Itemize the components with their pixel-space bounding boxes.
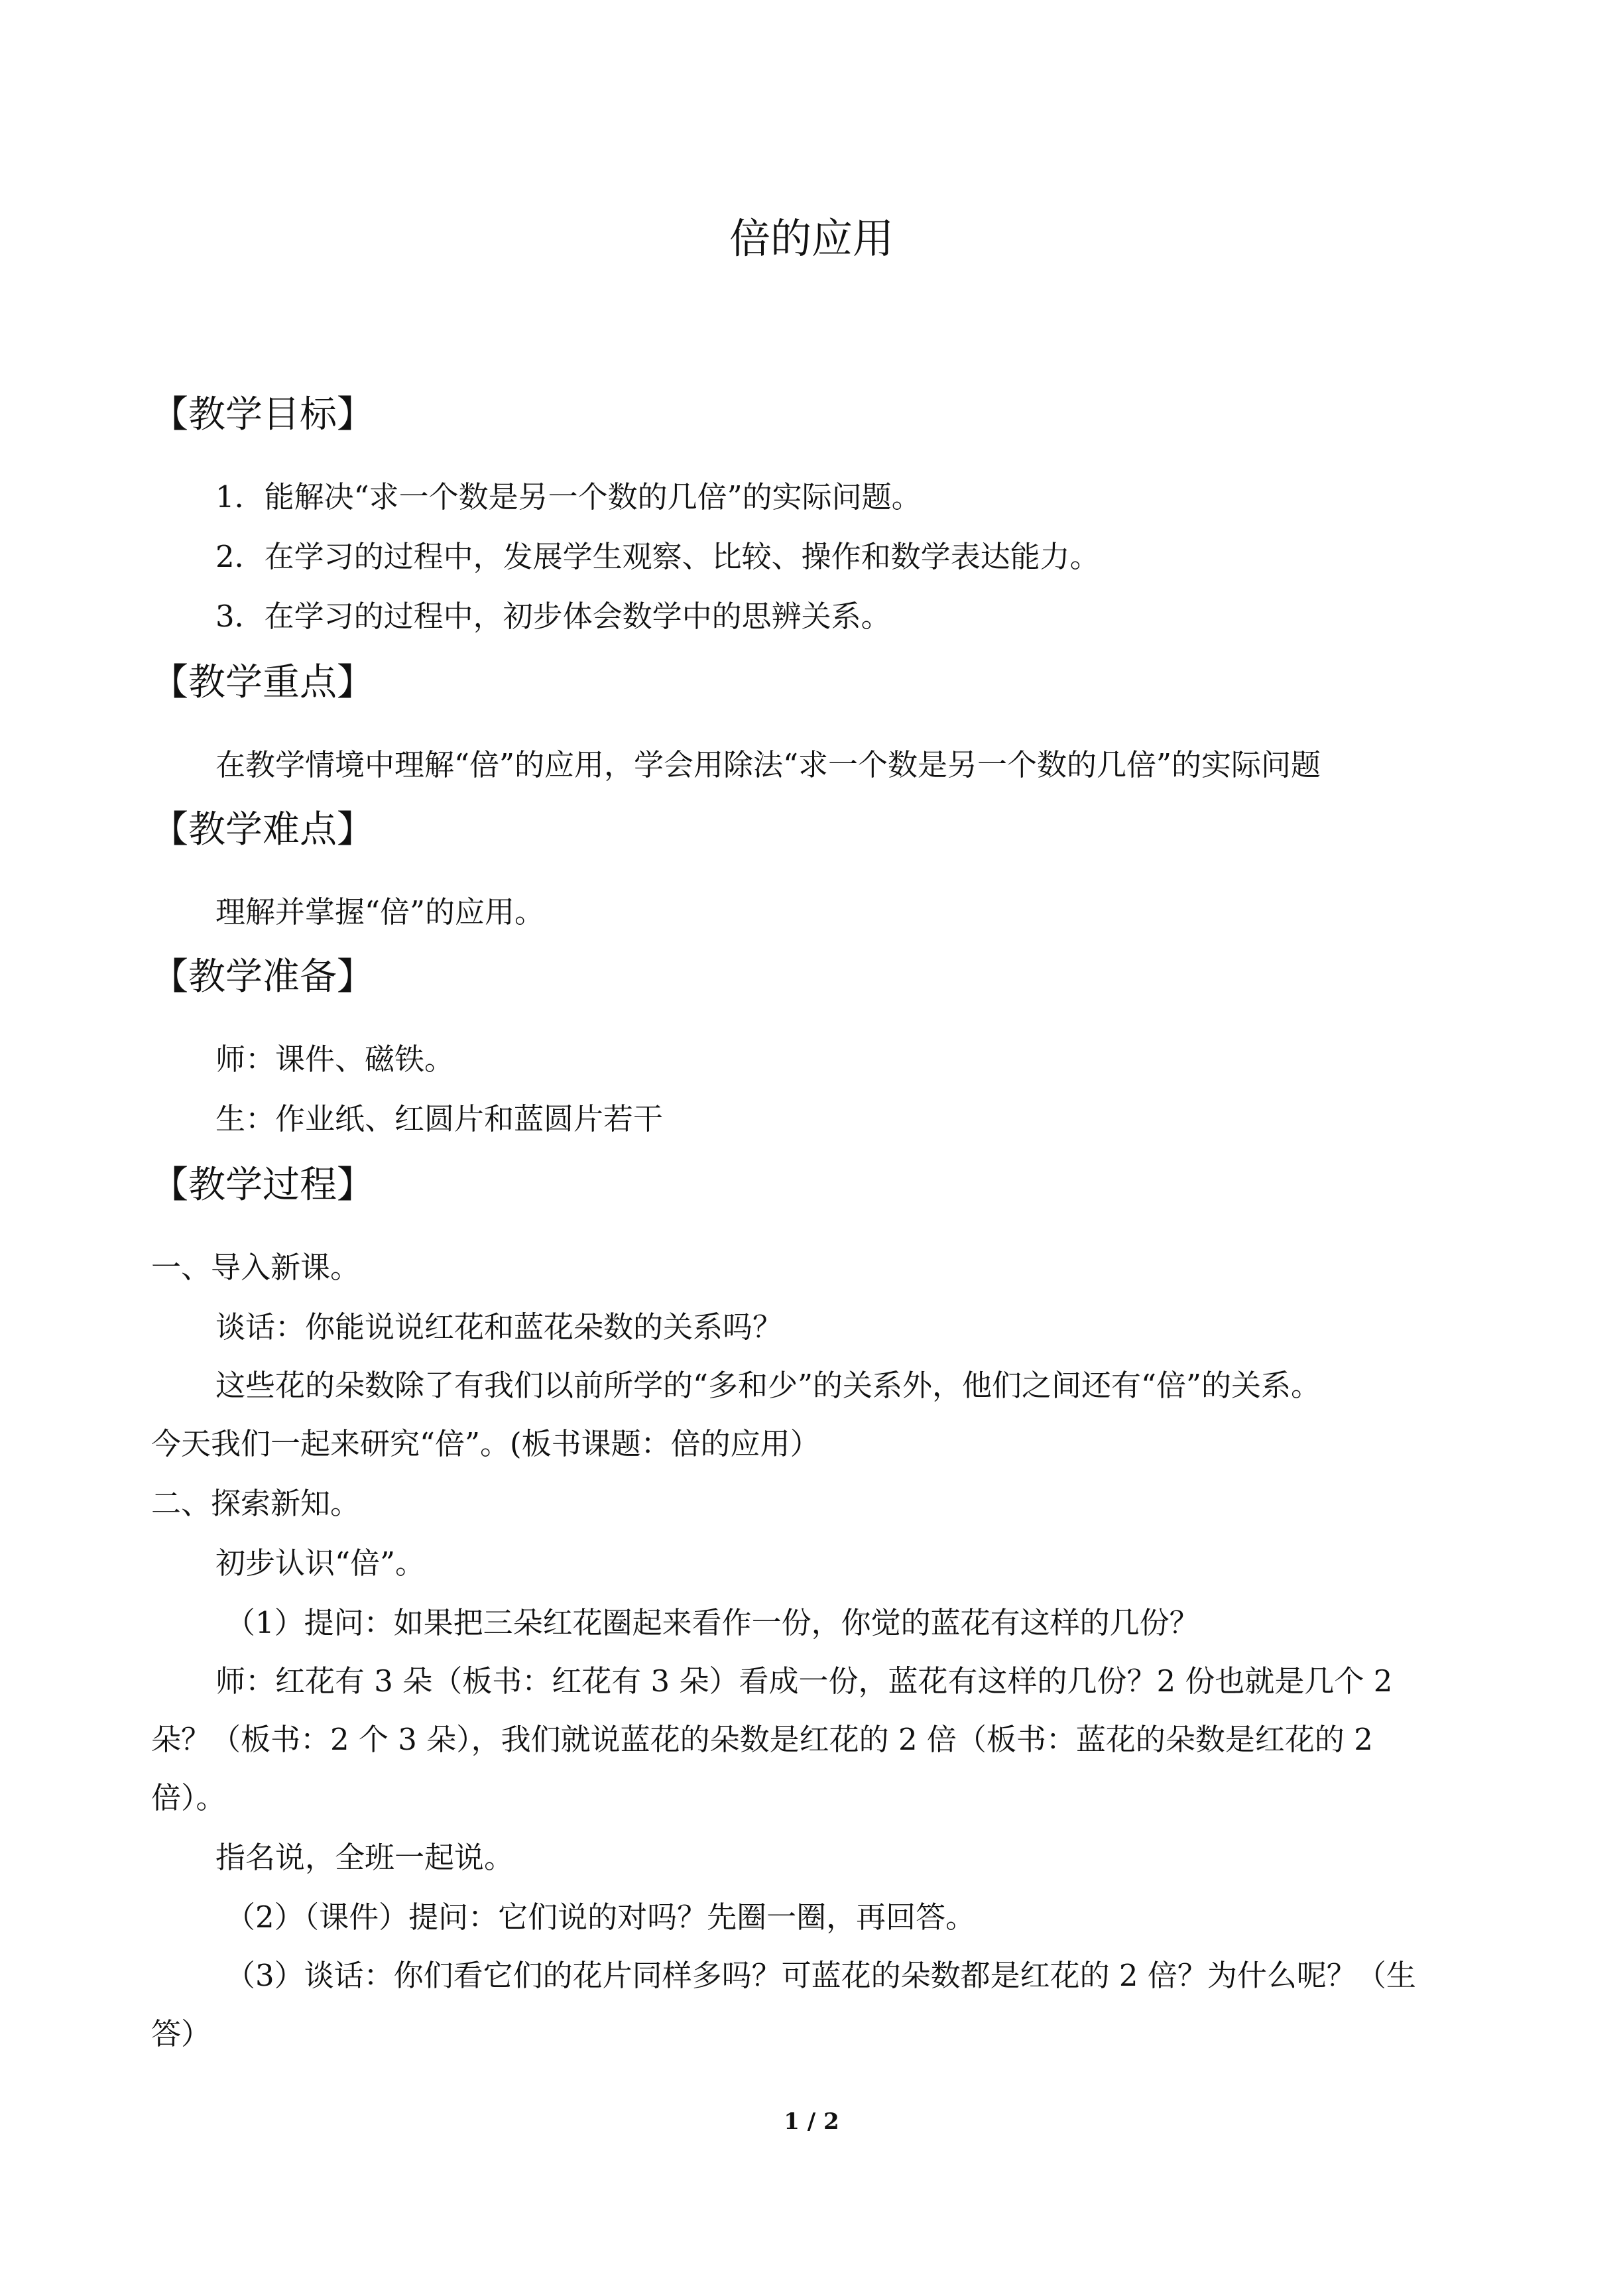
page-title: 倍的应用 [729, 214, 894, 263]
process-intro: 初步认识“倍”。 [215, 1545, 426, 1581]
process-teacher-line2: 朵？（板书：2 个 3 朵），我们就说蓝花的朵数是红花的 2 倍（板书：蓝花的朵数是红花的 2 [151, 1722, 1373, 1757]
goal-item-2: 2．在学习的过程中，发展学生观察、比较、操作和数学表达能力。 [215, 539, 1100, 574]
process-talk1: 谈话：你能说说红花和蓝花朵数的关系吗？ [215, 1309, 783, 1345]
goal-item-1: 1．能解决“求一个数是另一个数的几倍”的实际问题。 [215, 479, 922, 514]
process-q3-line2: 答） [151, 2016, 211, 2051]
process-para1-line2: 今天我们一起来研究“倍”。(板书课题：倍的应用） [151, 1426, 820, 1461]
heading-process: 【教学过程】 [151, 1164, 374, 1207]
goal-item-3: 3．在学习的过程中，初步体会数学中的思辨关系。 [215, 599, 891, 634]
process-part1-title: 一、导入新课。 [151, 1250, 361, 1285]
page-number: 1 / 2 [784, 2108, 839, 2135]
heading-goals: 【教学目标】 [151, 393, 374, 436]
process-para1-line1: 这些花的朵数除了有我们以前所学的“多和少”的关系外，他们之间还有“倍”的关系。 [215, 1368, 1321, 1403]
heading-key-points: 【教学重点】 [151, 661, 374, 704]
process-q1: （1）提问：如果把三朵红花圈起来看作一份，你觉的蓝花有这样的几份？ [225, 1605, 1199, 1640]
process-q3-line1: （3）谈话：你们看它们的花片同样多吗？可蓝花的朵数都是红花的 2 倍？为什么呢？（生 [225, 1958, 1416, 1993]
key-points-text: 在教学情境中理解“倍”的应用，学会用除法“求一个数是另一个数的几倍”的实际问题 [215, 747, 1321, 782]
preparation-teacher: 师：课件、磁铁。 [215, 1042, 455, 1077]
process-part2-title: 二、探索新知。 [151, 1486, 361, 1521]
heading-preparation: 【教学准备】 [151, 955, 374, 998]
process-q2: （2）（课件）提问：它们说的对吗？先圈一圈，再回答。 [225, 1900, 976, 1935]
process-teacher-line3: 倍）。 [151, 1780, 226, 1815]
preparation-student: 生：作业纸、红圆片和蓝圆片若干 [215, 1101, 664, 1136]
process-name-say: 指名说，全班一起说。 [215, 1840, 514, 1875]
process-teacher-line1: 师：红花有 3 朵（板书：红花有 3 朵）看成一份，蓝花有这样的几份？2 份也就是几个 2 [215, 1663, 1393, 1699]
heading-difficulties: 【教学难点】 [151, 808, 374, 851]
difficulties-text: 理解并掌握“倍”的应用。 [215, 894, 545, 930]
